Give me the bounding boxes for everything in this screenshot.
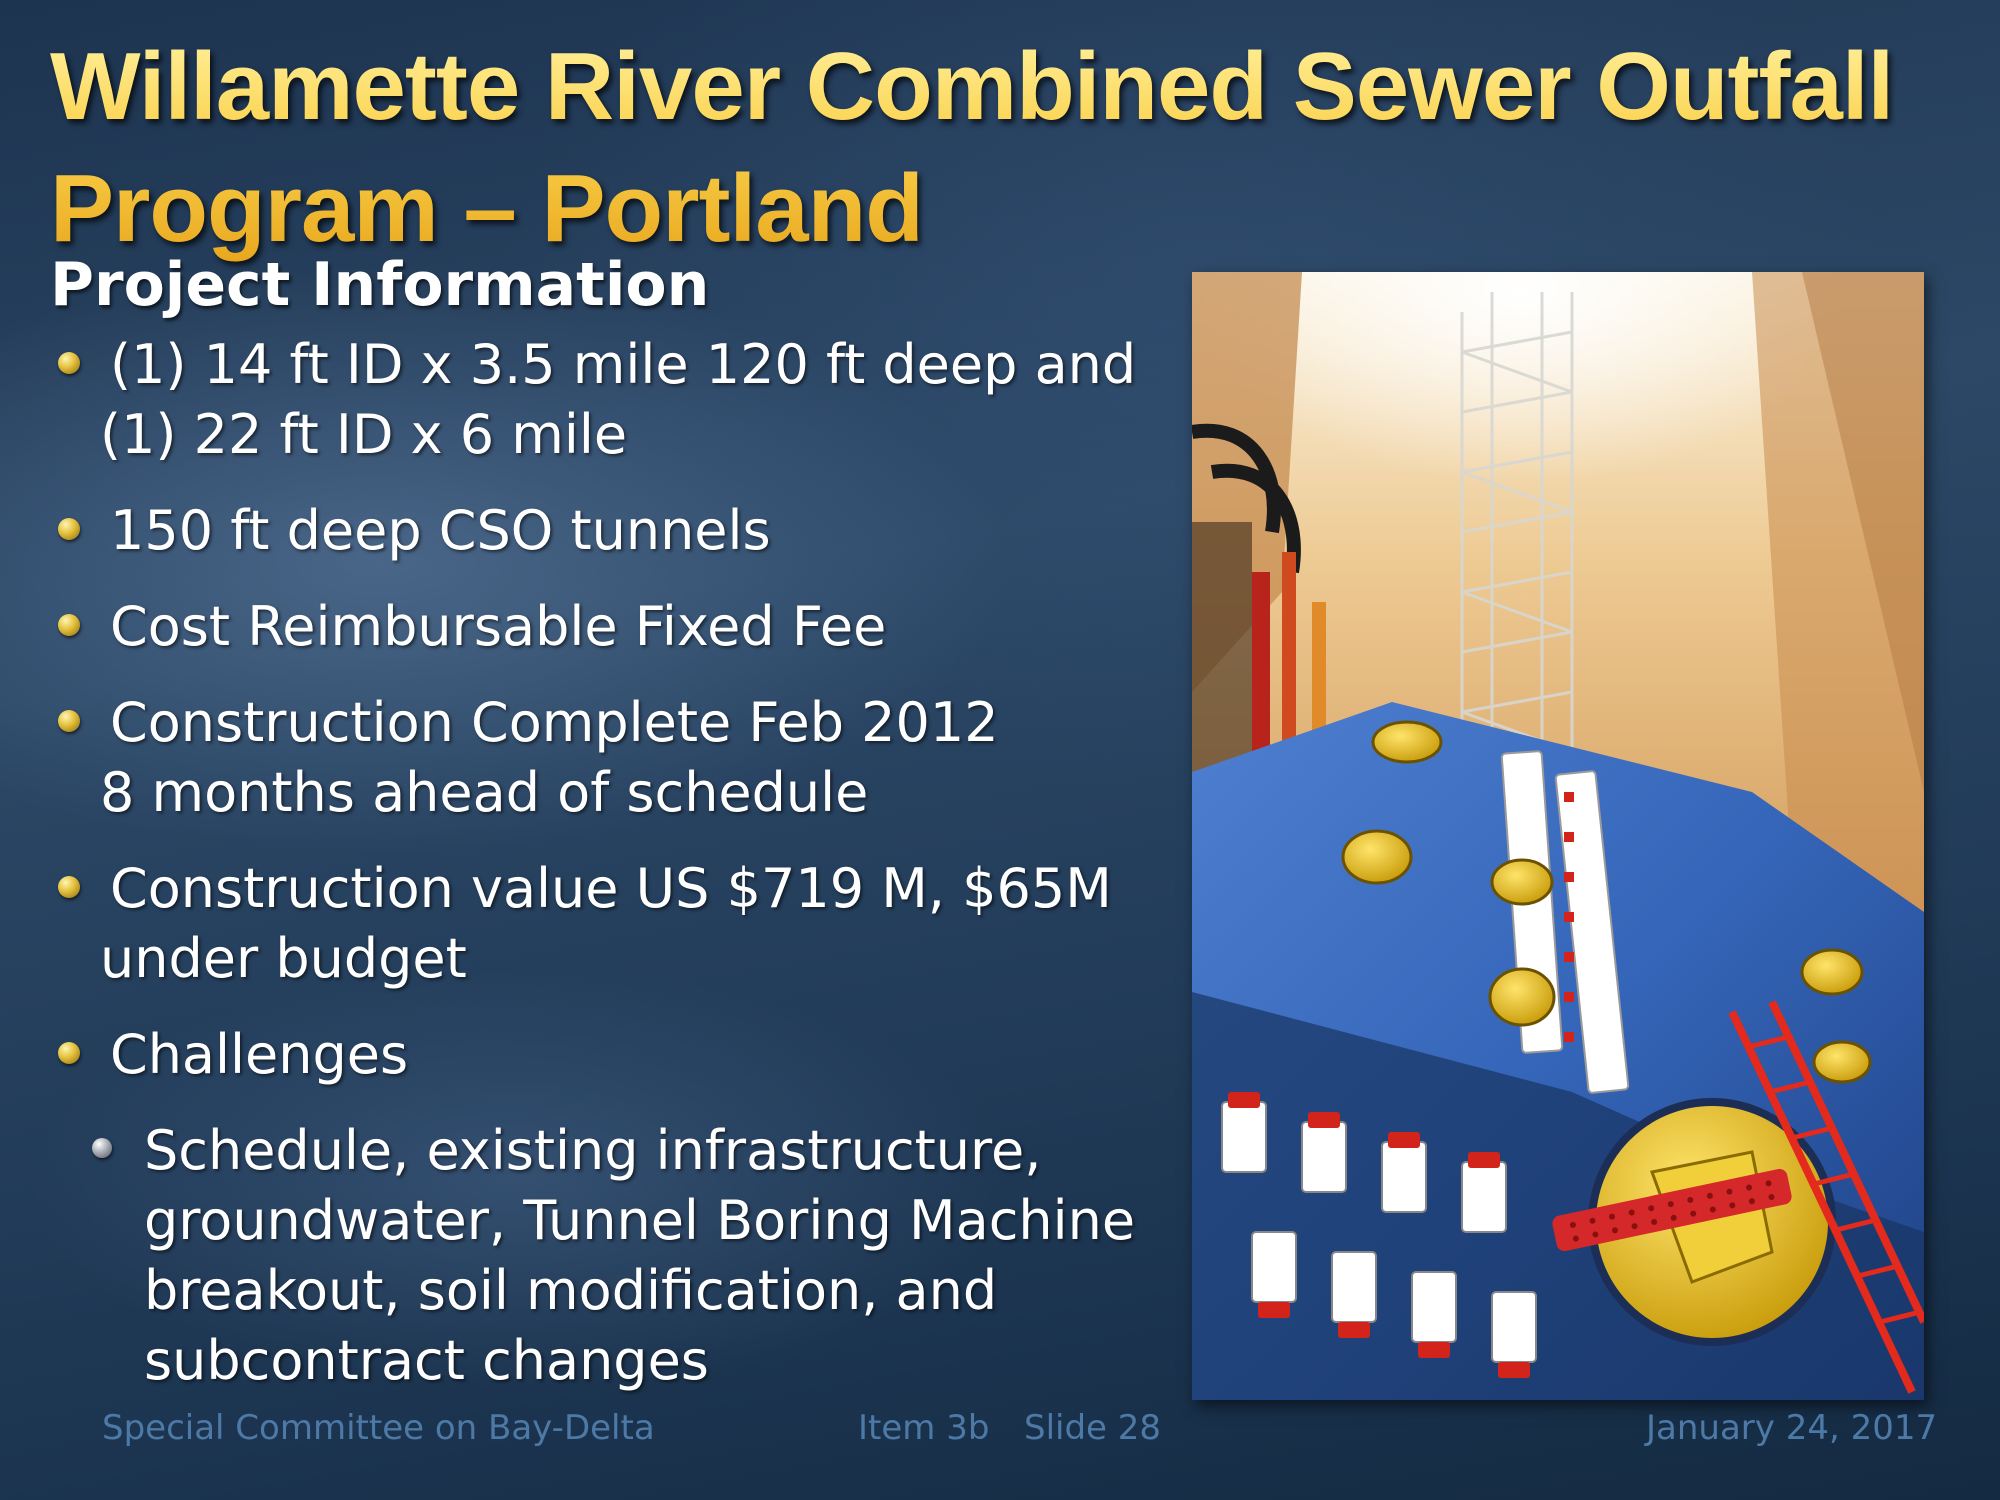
bullet-text: 150 ft deep CSO tunnels [110, 499, 771, 562]
bullet-text: Construction value US $719 M, $65M under budget [100, 857, 1112, 990]
footer-item: Item 3b [858, 1408, 990, 1448]
tunnel-boring-machine-photo [1192, 272, 1924, 1400]
bullet-text: Cost Reimbursable Fixed Fee [110, 595, 887, 658]
footer-date: January 24, 2017 [1646, 1408, 1938, 1448]
bullet-text: Construction Complete Feb 2012 8 months ahead of schedule [100, 691, 999, 824]
tunnel-boring-machine-image [1192, 272, 1924, 1400]
bullet-icon [58, 710, 80, 732]
bullet-item [0, 496, 1160, 566]
bullet-item [0, 592, 1160, 662]
bullet-icon [58, 876, 80, 898]
sub-bullet-text: Schedule, existing infrastructure, groundwater, Tunnel Boring Machine breakout, soil modification, and subcontract changes [144, 1119, 1136, 1392]
bullet-text: Challenges [110, 1023, 409, 1086]
bullet-icon [58, 352, 80, 374]
footer-slide-number: Slide 28 [1024, 1408, 1162, 1448]
slide-title: Willamette River Combined Sewer Outfall Program – Portland [50, 26, 1910, 270]
sub-bullet-icon [92, 1138, 112, 1158]
bullet-item [0, 854, 1160, 994]
bullet-item [0, 1020, 1160, 1090]
bullet-icon [58, 1042, 80, 1064]
bullet-item [0, 688, 1160, 828]
sub-bullet-item [0, 1116, 1160, 1396]
bullet-text: (1) 14 ft ID x 3.5 mile 120 ft deep and (1) 22 ft ID x 6 mile [100, 333, 1137, 466]
bullet-item [0, 330, 1160, 470]
bullet-icon [58, 614, 80, 636]
slide-subheading: Project Information [50, 250, 710, 320]
bullet-list [0, 330, 1160, 1396]
footer-committee: Special Committee on Bay-Delta [102, 1408, 655, 1448]
bullet-icon [58, 518, 80, 540]
